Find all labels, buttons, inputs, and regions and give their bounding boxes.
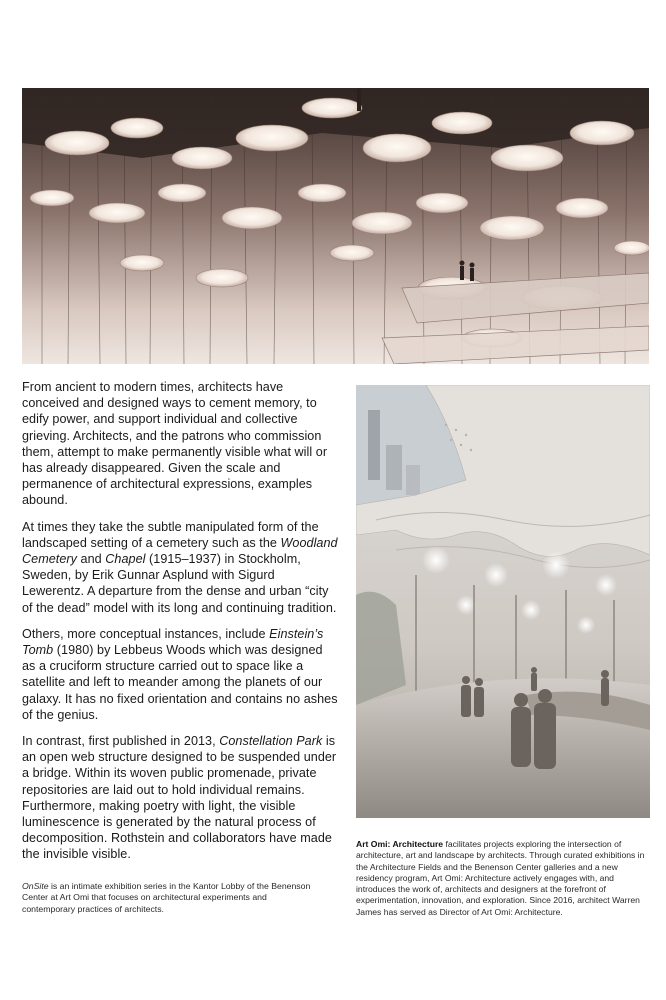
caption-title: Art Omi: Architecture [356,839,444,849]
main-essay-text [22,379,338,873]
constellation-park-title: Constellation Park [219,734,323,749]
paragraph-2: At times they take the subtle manipulated form of the landscaped setting of a cemetery such as the Woodland Cemetery and Chapel (1915–1937) in Stockholm, Sweden, by Erik Gunnar Asplund with Sigurd Lewerentz. A departure from the dense and urban “city of the dead” model with its long and continuing tradition. [22,519,338,615]
onsite-description: OnSite is an intimate exhibition series in the Kantor Lobby of the Benenson Center at Art Omi that focuses on architectural experiments and contemporary practices of architects. [22,881,311,914]
art-omi-caption: Art Omi: Architecture facilitates projects exploring the intersection of architecture, art and landscape by architects. Through curated exhibitions in the Architecture Fields and the Benenson Center galleries and a new residency program, Art Omi: Architecture actively engages with, and introduces the work of, architects and designers at the forefront of experimentation, innovation, and exploration. Since 2016, architect Warren James has served as Director of Art Omi: Architecture. [356,839,645,917]
suspended-pods-illustration [22,88,649,364]
paragraph-3: Others, more conceptual instances, include Einstein’s Tomb (1980) by Lebbeus Woods which was designed as a cruciform structure carried out to space like a satellite and left to meander among the planets of our galaxy. It has no fixed orientation and contains no ashes of the genius. [22,626,338,722]
onsite-title: OnSite [22,881,49,891]
chapel-title: Chapel [105,552,146,567]
paragraph-4: In contrast, first published in 2013, Constellation Park is an open web structure designed to be suspended under a bridge. Within its woven public promenade, private repositories are laid out to hold individual remains. Furthermore, making poetry with light, the visible luminescence is generated by the natural process of decomposition. Rothstein and collaborators have made the invisible visible. [22,734,337,862]
einsteins-tomb-title: Einstein’s Tomb [22,626,324,658]
promenade-rendering-image [356,385,650,818]
paragraph-1: From ancient to modern times, architects have conceived and designed ways to cement memory, to edify power, and support individual and collective grieving. Architects, and the patrons who commission them, attempt to make permanently visible what will or has already disappeared. Given the scale and permanence of architectural expressions, examples abound. [22,380,328,508]
promenade-interior-illustration [356,385,650,818]
woodland-cemetery-title: Woodland Cemetery [22,535,338,567]
top-rendering-image [22,88,649,364]
